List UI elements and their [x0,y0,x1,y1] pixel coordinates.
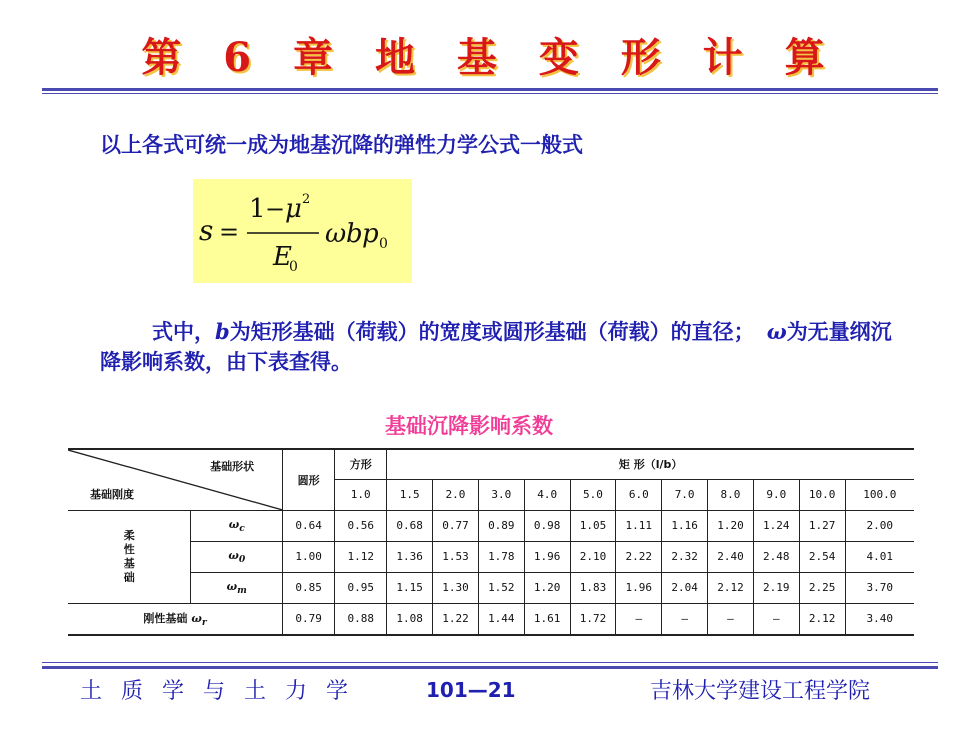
table-cell: 2.00 [845,510,914,541]
table-cell: 0.56 [335,510,387,541]
table-cell: 0.79 [283,603,335,635]
para-b-symbol: b [215,319,230,344]
table-cell: 0.68 [387,510,433,541]
table-cell: 0.88 [335,603,387,635]
table-cell: 1.20 [524,572,570,603]
coef-symbol [191,541,283,572]
table-cell: 1.11 [616,510,662,541]
table-cell: 2.10 [570,541,616,572]
table-cell: 1.30 [433,572,479,603]
flexible-label-char: 基 [123,556,135,570]
table-cell: 0.89 [478,510,524,541]
table-row-flex-m [68,572,914,603]
ratio-header-9: 9.0 [753,479,799,510]
table-cell: 0.77 [433,510,479,541]
formula-p-sub: 0 [379,236,388,252]
table-cell: 2.25 [799,572,845,603]
table-cell: 3.40 [845,603,914,635]
footer-page-number: 101—21 [426,678,516,702]
table-cell: 2.22 [616,541,662,572]
table-header-row-1 [68,449,914,479]
table-cell: 1.53 [433,541,479,572]
table-cell: 1.12 [335,541,387,572]
table-row-rigid [68,603,914,635]
table-cell: 1.72 [570,603,616,635]
explanation-paragraph [100,317,900,377]
coef-symbol-sub: c [239,522,245,534]
table-row-flex-0 [68,541,914,572]
ratio-header-1: 1.5 [387,479,433,510]
para-part2: 为矩形基础（荷载）的宽度或圆形基础（荷载）的直径； [229,320,755,344]
coef-symbol [191,572,283,603]
formula-s: s [199,214,214,247]
flexible-label-char: 性 [123,542,135,556]
rigid-symbol-sub: r [201,617,207,629]
para-omega-symbol: ω [766,319,787,344]
formula-E: E [273,242,292,272]
table-cell: 1.96 [616,572,662,603]
coef-symbol-omega: ω [226,579,238,593]
intro-text: 以上各式可统一成为地基沉降的弹性力学公式一般式 [100,133,583,157]
footer-rule-thick [42,666,938,669]
table-caption: 基础沉降影响系数 [385,414,553,438]
flexible-label-char: 础 [123,570,135,584]
header-square: 方形 [335,449,387,479]
table-cell: 1.96 [524,541,570,572]
table-cell: 1.83 [570,572,616,603]
coef-symbol-omega: ω [228,517,240,531]
table-corner-cell [68,449,283,510]
table-cell: 2.54 [799,541,845,572]
coef-symbol-sub: 0 [238,553,246,565]
table-cell: 1.36 [387,541,433,572]
rigid-label-text: 刚性基础 [143,611,188,625]
table-cell: 0.85 [283,572,335,603]
table-cell: 1.16 [662,510,708,541]
table-cell: — [753,603,799,635]
table-cell: 4.01 [845,541,914,572]
formula-mu: μ [285,194,302,224]
formula-E-sub: 0 [289,259,298,275]
table-cell: 1.05 [570,510,616,541]
table-cell: 1.22 [433,603,479,635]
table-cell: 1.52 [478,572,524,603]
formula-box [193,179,412,283]
table-cell: — [662,603,708,635]
corner-shape-label: 基础形状 [210,460,255,473]
coef-symbol-omega: ω [228,548,239,562]
formula-omega: ω [325,219,347,249]
para-part3: 为无量纲沉降影响系数，由下表查得。 [100,320,892,374]
footer-school-name: 吉林大学建设工程学院 [650,679,871,704]
formula-b: b [346,219,363,249]
table-cell: 0.98 [524,510,570,541]
header-rule-thick [42,88,938,91]
table-cell: 2.12 [799,603,845,635]
para-part1: 式中， [152,320,215,344]
footer-course-name: 土 质 学 与 土 力 学 [80,679,354,704]
formula-p: p [362,219,379,249]
table-cell: 2.19 [753,572,799,603]
table-cell: 1.44 [478,603,524,635]
formula-equals: = [219,218,240,246]
ratio-header-10: 10.0 [799,479,845,510]
flexible-foundation-label [68,510,191,603]
table-cell: 2.40 [708,541,754,572]
formula-exp: 2 [302,192,311,207]
corner-rigidity-label: 基础刚度 [90,487,134,501]
table-cell: 0.95 [335,572,387,603]
table-cell: 1.61 [524,603,570,635]
ratio-header-3: 3.0 [478,479,524,510]
ratio-header-4: 4.0 [524,479,570,510]
table-cell: — [616,603,662,635]
ratio-header-6: 6.0 [616,479,662,510]
table-cell: 1.00 [283,541,335,572]
formula-minus: − [265,195,286,223]
footer-rule-thin [42,662,938,663]
ratio-header-7: 7.0 [662,479,708,510]
header-rectangle: 矩 形（l/b） [387,449,914,479]
table-cell: 3.70 [845,572,914,603]
table-cell: 1.24 [753,510,799,541]
ratio-header-2: 2.0 [433,479,479,510]
table-cell: 2.04 [662,572,708,603]
ratio-header-8: 8.0 [708,479,754,510]
table-cell: 1.78 [478,541,524,572]
header-circle: 圆形 [283,449,335,510]
table-cell: 1.27 [799,510,845,541]
header-rule-thin [42,93,938,94]
table-row-flex-c [68,510,914,541]
settlement-coefficient-table [68,448,914,636]
coef-symbol [191,510,283,541]
formula-one: 1 [249,194,266,224]
table-cell: — [708,603,754,635]
slide-title: 第 6 章 地 基 变 形 计 算 [141,34,839,81]
table-cell: 1.20 [708,510,754,541]
rigid-foundation-label [68,603,283,635]
table-cell: 2.12 [708,572,754,603]
coef-symbol-sub: m [237,584,247,596]
table-cell: 0.64 [283,510,335,541]
ratio-header-5: 5.0 [570,479,616,510]
table-cell: 2.48 [753,541,799,572]
table-cell: 1.08 [387,603,433,635]
ratio-header-0: 1.0 [335,479,387,510]
rigid-symbol: ω [191,611,202,625]
flexible-label-char: 柔 [123,528,135,542]
ratio-header-11: 100.0 [845,479,914,510]
table-cell: 2.32 [662,541,708,572]
table-cell: 1.15 [387,572,433,603]
settlement-formula [193,179,412,283]
